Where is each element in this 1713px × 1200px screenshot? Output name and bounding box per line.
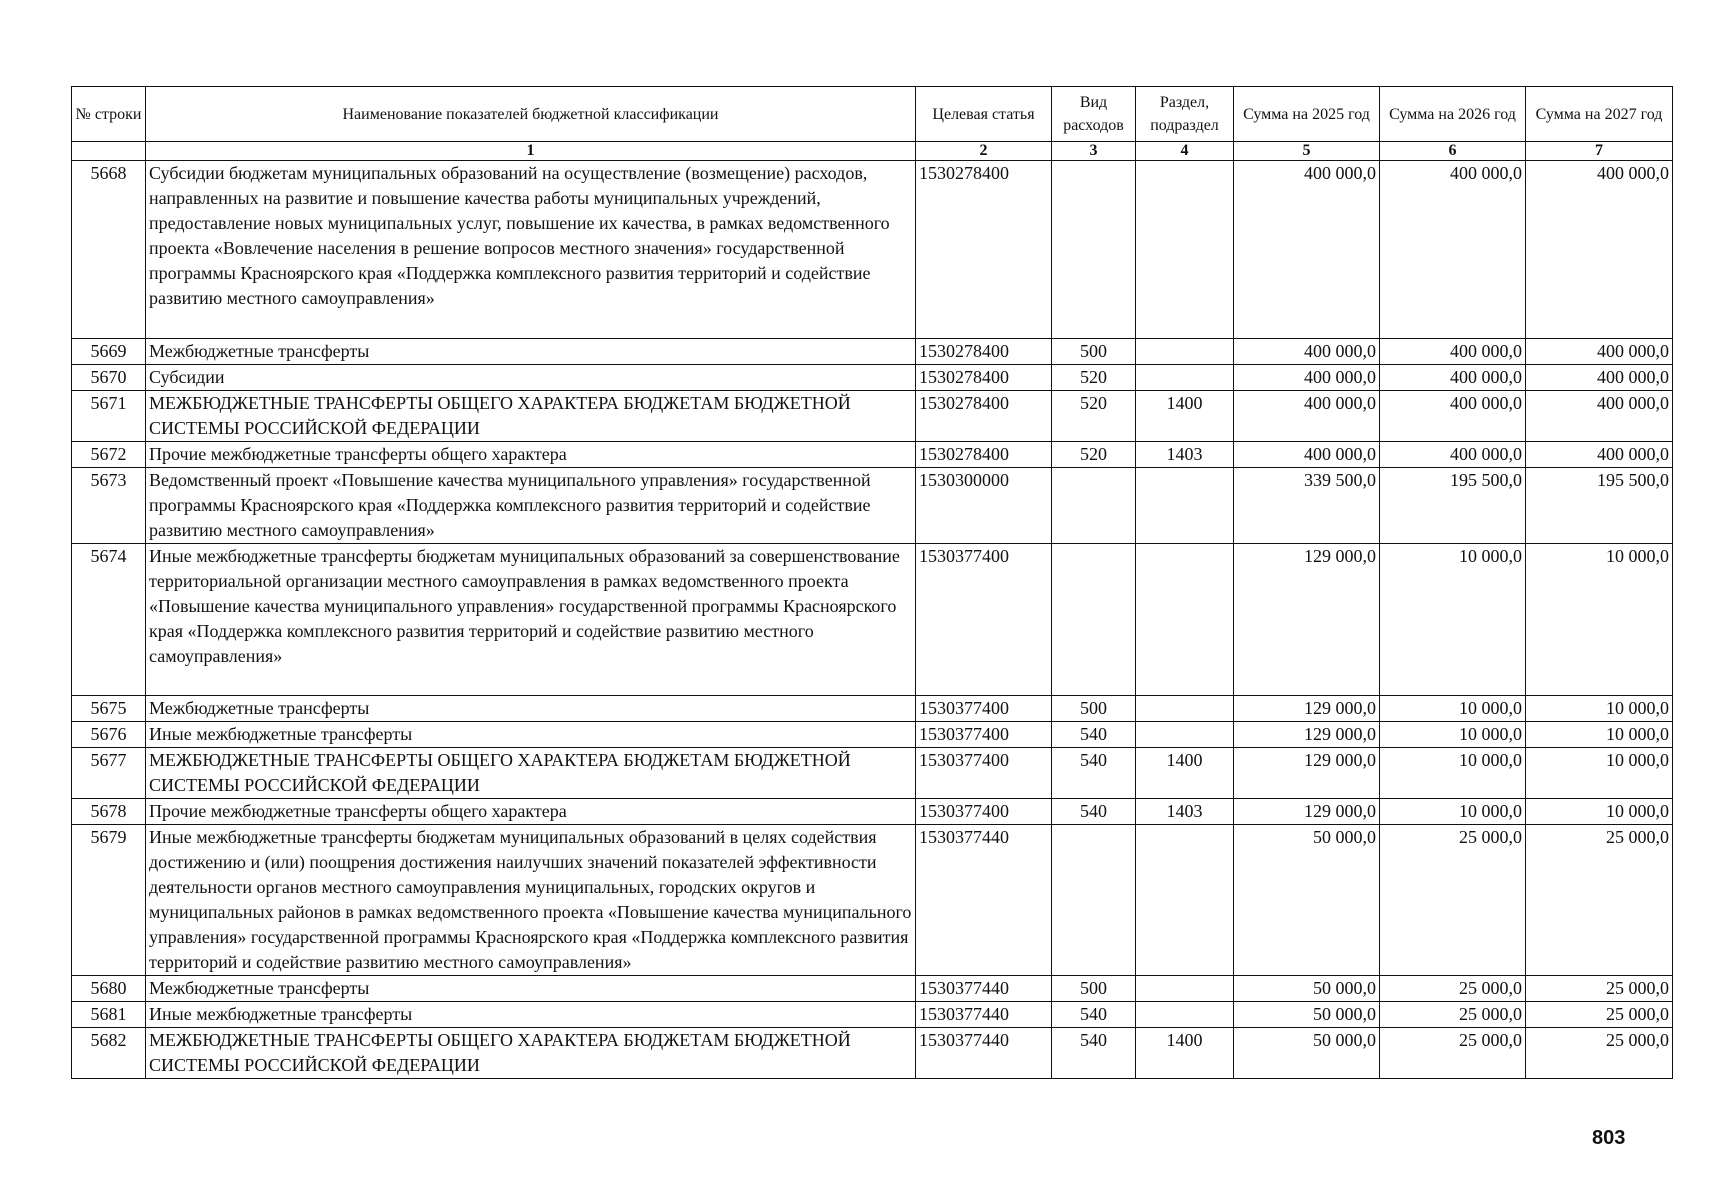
- row-sum-2025: 50 000,0: [1234, 976, 1380, 1002]
- row-sum-2027: 25 000,0: [1526, 976, 1673, 1002]
- column-number: 5: [1234, 142, 1380, 161]
- budget-table: [71, 86, 1673, 1079]
- row-target: 1530300000: [916, 468, 1052, 544]
- row-number: 5680: [72, 976, 146, 1002]
- row-sum-2027: 10 000,0: [1526, 799, 1673, 825]
- table-row: [72, 391, 1673, 442]
- row-sum-2026: 25 000,0: [1380, 976, 1526, 1002]
- row-number: 5675: [72, 696, 146, 722]
- row-sum-2027: 25 000,0: [1526, 825, 1673, 976]
- row-section: [1136, 722, 1234, 748]
- row-sum-2027: 400 000,0: [1526, 391, 1673, 442]
- column-number: [72, 142, 146, 161]
- row-sum-2025: 400 000,0: [1234, 391, 1380, 442]
- row-kind: 500: [1052, 976, 1136, 1002]
- row-sum-2025: 400 000,0: [1234, 339, 1380, 365]
- table-row: [72, 468, 1673, 544]
- column-number: 2: [916, 142, 1052, 161]
- row-sum-2027: 10 000,0: [1526, 696, 1673, 722]
- header-name: Наименование показателей бюджетной классификации: [146, 87, 916, 142]
- row-number: 5671: [72, 391, 146, 442]
- row-target: 1530377400: [916, 748, 1052, 799]
- page-number: 803: [1592, 1127, 1626, 1149]
- row-kind: 540: [1052, 1002, 1136, 1028]
- row-name: Прочие межбюджетные трансферты общего характера: [146, 442, 916, 468]
- row-target: 1530278400: [916, 339, 1052, 365]
- row-name: Иные межбюджетные трансферты бюджетам муниципальных образований за совершенствование территориальной организации местного самоуправления в рамках ведомственного проекта «Повышение качества муниципального управления» государственной программы Красноярского края «Поддержка комплексного развития территорий и содействие развитию местного самоуправления»: [146, 544, 916, 696]
- row-number: 5668: [72, 161, 146, 339]
- row-sum-2025: 129 000,0: [1234, 544, 1380, 696]
- row-section: [1136, 976, 1234, 1002]
- row-sum-2026: 400 000,0: [1380, 339, 1526, 365]
- row-name: Иные межбюджетные трансферты: [146, 722, 916, 748]
- row-name: МЕЖБЮДЖЕТНЫЕ ТРАНСФЕРТЫ ОБЩЕГО ХАРАКТЕРА БЮДЖЕТАМ БЮДЖЕТНОЙ СИСТЕМЫ РОССИЙСКОЙ ФЕДЕРАЦИИ: [146, 1028, 916, 1079]
- row-target: 1530377440: [916, 825, 1052, 976]
- row-kind: 540: [1052, 799, 1136, 825]
- table-row: [72, 976, 1673, 1002]
- row-kind: 520: [1052, 391, 1136, 442]
- row-name: Межбюджетные трансферты: [146, 976, 916, 1002]
- row-section: [1136, 544, 1234, 696]
- row-kind: 540: [1052, 748, 1136, 799]
- row-sum-2026: 10 000,0: [1380, 696, 1526, 722]
- row-target: 1530278400: [916, 365, 1052, 391]
- row-target: 1530377400: [916, 544, 1052, 696]
- row-section: [1136, 825, 1234, 976]
- row-kind: 500: [1052, 339, 1136, 365]
- table-row: [72, 161, 1673, 339]
- row-kind: 520: [1052, 365, 1136, 391]
- row-name: МЕЖБЮДЖЕТНЫЕ ТРАНСФЕРТЫ ОБЩЕГО ХАРАКТЕРА БЮДЖЕТАМ БЮДЖЕТНОЙ СИСТЕМЫ РОССИЙСКОЙ ФЕДЕРАЦИИ: [146, 391, 916, 442]
- row-sum-2025: 50 000,0: [1234, 1028, 1380, 1079]
- row-sum-2025: 400 000,0: [1234, 365, 1380, 391]
- row-sum-2025: 339 500,0: [1234, 468, 1380, 544]
- row-name: Субсидии бюджетам муниципальных образований на осуществление (возмещение) расходов, направленных на развитие и повышение качества работы муниципальных учреждений, предоставление новых муниципальных услуг, повышение их качества, в рамках ведомственного проекта «Вовлечение населения в решение вопросов местного значения» государственной программы Красноярского края «Поддержка комплексного развития территорий и содействие развитию местного самоуправления»: [146, 161, 916, 339]
- row-number: 5681: [72, 1002, 146, 1028]
- row-section: 1403: [1136, 442, 1234, 468]
- row-name: Иные межбюджетные трансферты: [146, 1002, 916, 1028]
- row-name: Межбюджетные трансферты: [146, 696, 916, 722]
- row-sum-2025: 129 000,0: [1234, 722, 1380, 748]
- header-sum-2026: Сумма на 2026 год: [1380, 87, 1526, 142]
- row-kind: 520: [1052, 442, 1136, 468]
- row-section: 1400: [1136, 1028, 1234, 1079]
- row-kind: 540: [1052, 722, 1136, 748]
- row-sum-2026: 10 000,0: [1380, 722, 1526, 748]
- row-sum-2025: 129 000,0: [1234, 748, 1380, 799]
- table-row: [72, 1002, 1673, 1028]
- header-row: [72, 87, 1673, 142]
- row-section: 1400: [1136, 391, 1234, 442]
- row-target: 1530377400: [916, 696, 1052, 722]
- row-target: 1530377400: [916, 722, 1052, 748]
- row-name: Межбюджетные трансферты: [146, 339, 916, 365]
- header-section: Раздел, подраздел: [1136, 87, 1234, 142]
- table-row: [72, 748, 1673, 799]
- row-section: [1136, 696, 1234, 722]
- column-number: 4: [1136, 142, 1234, 161]
- header-sum-2025: Сумма на 2025 год: [1234, 87, 1380, 142]
- row-kind: [1052, 161, 1136, 339]
- header-target: Целевая статья: [916, 87, 1052, 142]
- row-sum-2025: 400 000,0: [1234, 442, 1380, 468]
- table-row: [72, 339, 1673, 365]
- row-sum-2025: 50 000,0: [1234, 1002, 1380, 1028]
- row-sum-2027: 10 000,0: [1526, 748, 1673, 799]
- table-row: [72, 544, 1673, 696]
- row-sum-2027: 10 000,0: [1526, 544, 1673, 696]
- row-sum-2025: 129 000,0: [1234, 696, 1380, 722]
- row-number: 5669: [72, 339, 146, 365]
- row-name: МЕЖБЮДЖЕТНЫЕ ТРАНСФЕРТЫ ОБЩЕГО ХАРАКТЕРА БЮДЖЕТАМ БЮДЖЕТНОЙ СИСТЕМЫ РОССИЙСКОЙ ФЕДЕРАЦИИ: [146, 748, 916, 799]
- row-sum-2026: 25 000,0: [1380, 1002, 1526, 1028]
- row-number: 5676: [72, 722, 146, 748]
- row-sum-2025: 50 000,0: [1234, 825, 1380, 976]
- row-sum-2026: 400 000,0: [1380, 161, 1526, 339]
- column-number-row: [72, 142, 1673, 161]
- table-row: [72, 799, 1673, 825]
- row-name: Иные межбюджетные трансферты бюджетам муниципальных образований в целях содействия достижению и (или) поощрения достижения наилучших значений показателей эффективности деятельности органов местного самоуправления муниципальных, городских округов и муниципальных районов в рамках ведомственного проекта «Повышение качества муниципального управления» государственной программы Красноярского края «Поддержка комплексного развития территорий и содействие развитию местного самоуправления»: [146, 825, 916, 976]
- row-sum-2027: 400 000,0: [1526, 365, 1673, 391]
- table-row: [72, 1028, 1673, 1079]
- row-target: 1530377440: [916, 976, 1052, 1002]
- row-sum-2026: 195 500,0: [1380, 468, 1526, 544]
- row-number: 5677: [72, 748, 146, 799]
- row-kind: 540: [1052, 1028, 1136, 1079]
- table-row: [72, 825, 1673, 976]
- table-row: [72, 722, 1673, 748]
- row-number: 5679: [72, 825, 146, 976]
- row-kind: [1052, 544, 1136, 696]
- row-section: [1136, 339, 1234, 365]
- row-sum-2026: 400 000,0: [1380, 391, 1526, 442]
- row-sum-2025: 129 000,0: [1234, 799, 1380, 825]
- row-number: 5670: [72, 365, 146, 391]
- row-target: 1530278400: [916, 161, 1052, 339]
- header-sum-2027: Сумма на 2027 год: [1526, 87, 1673, 142]
- row-sum-2027: 10 000,0: [1526, 722, 1673, 748]
- row-sum-2027: 400 000,0: [1526, 442, 1673, 468]
- table-row: [72, 365, 1673, 391]
- row-section: [1136, 468, 1234, 544]
- row-sum-2025: 400 000,0: [1234, 161, 1380, 339]
- row-kind: [1052, 825, 1136, 976]
- row-section: [1136, 161, 1234, 339]
- header-kind: Вид расходов: [1052, 87, 1136, 142]
- row-target: 1530278400: [916, 391, 1052, 442]
- row-number: 5673: [72, 468, 146, 544]
- row-sum-2027: 25 000,0: [1526, 1028, 1673, 1079]
- row-number: 5678: [72, 799, 146, 825]
- row-sum-2026: 10 000,0: [1380, 544, 1526, 696]
- column-number: 3: [1052, 142, 1136, 161]
- row-number: 5682: [72, 1028, 146, 1079]
- column-number: 1: [146, 142, 916, 161]
- row-sum-2027: 400 000,0: [1526, 339, 1673, 365]
- row-section: 1400: [1136, 748, 1234, 799]
- column-number: 6: [1380, 142, 1526, 161]
- row-kind: 500: [1052, 696, 1136, 722]
- header-row-no: № строки: [72, 87, 146, 142]
- row-sum-2026: 400 000,0: [1380, 365, 1526, 391]
- row-sum-2027: 400 000,0: [1526, 161, 1673, 339]
- row-sum-2026: 10 000,0: [1380, 799, 1526, 825]
- row-name: Прочие межбюджетные трансферты общего характера: [146, 799, 916, 825]
- row-sum-2026: 25 000,0: [1380, 1028, 1526, 1079]
- row-sum-2027: 25 000,0: [1526, 1002, 1673, 1028]
- row-target: 1530377440: [916, 1028, 1052, 1079]
- row-name: Субсидии: [146, 365, 916, 391]
- row-section: [1136, 365, 1234, 391]
- row-sum-2026: 10 000,0: [1380, 748, 1526, 799]
- row-target: 1530278400: [916, 442, 1052, 468]
- table-row: [72, 442, 1673, 468]
- table-row: [72, 696, 1673, 722]
- row-target: 1530377400: [916, 799, 1052, 825]
- row-sum-2026: 25 000,0: [1380, 825, 1526, 976]
- row-sum-2026: 400 000,0: [1380, 442, 1526, 468]
- row-section: 1403: [1136, 799, 1234, 825]
- row-name: Ведомственный проект «Повышение качества муниципального управления» государственной программы Красноярского края «Поддержка комплексного развития территорий и содействие развитию местного самоуправления»: [146, 468, 916, 544]
- column-number: 7: [1526, 142, 1673, 161]
- row-number: 5674: [72, 544, 146, 696]
- row-sum-2027: 195 500,0: [1526, 468, 1673, 544]
- row-section: [1136, 1002, 1234, 1028]
- row-target: 1530377440: [916, 1002, 1052, 1028]
- row-number: 5672: [72, 442, 146, 468]
- row-kind: [1052, 468, 1136, 544]
